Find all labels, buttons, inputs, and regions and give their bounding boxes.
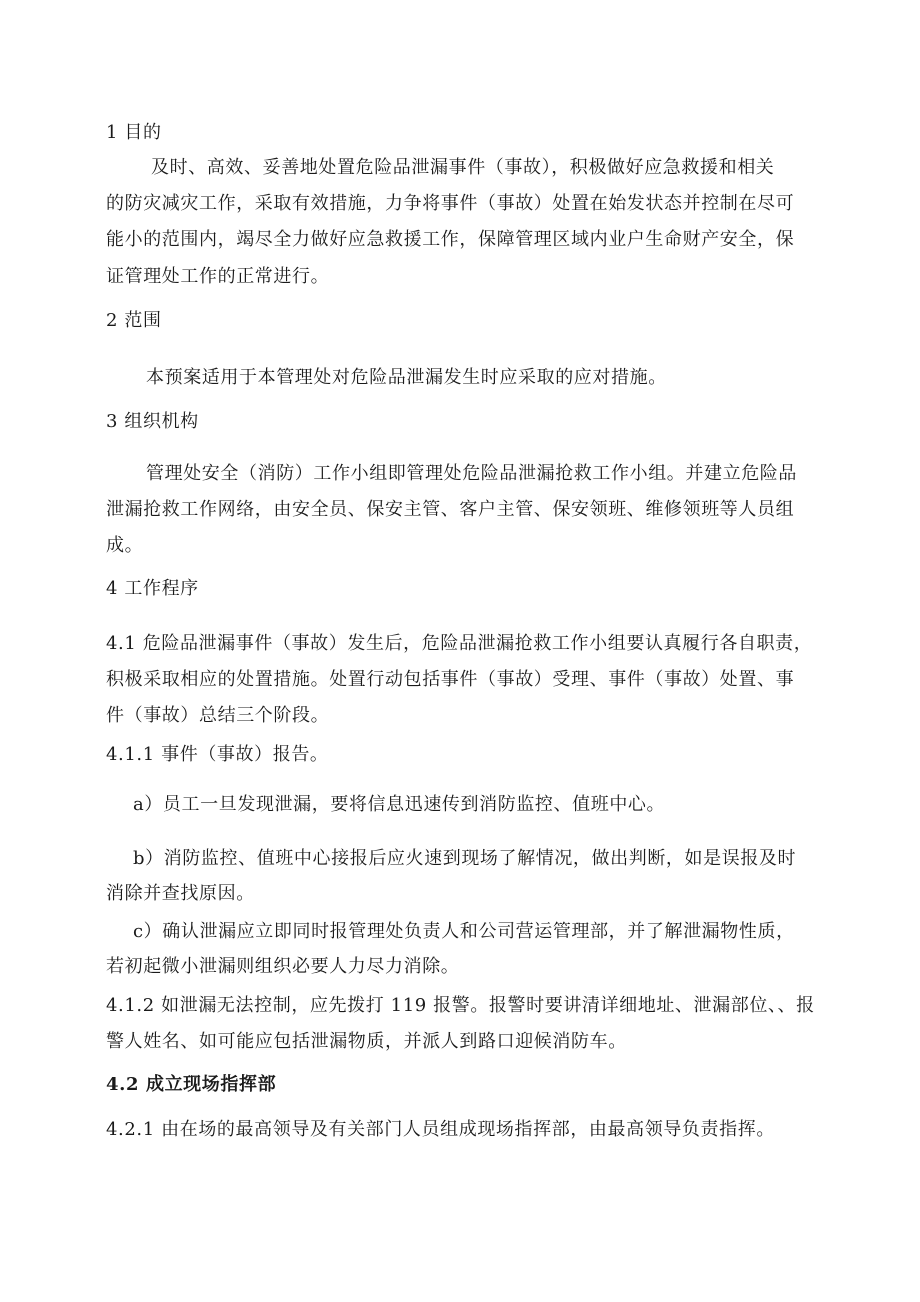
section-3-heading: 3 组织机构	[106, 411, 199, 432]
section-4-heading: 4 工作程序	[106, 578, 199, 599]
procedure-a-line-1: a）员工一旦发现泄漏，要将信息迅速传到消防监控、值班中心。	[133, 794, 666, 815]
procedure-4-1-line-2: 积极采取相应的处置措施。处置行动包括事件（事故）受理、事件（事故）处置、事	[106, 669, 795, 690]
purpose-line-4: 证管理处工作的正常进行。	[106, 266, 330, 287]
organization-line-3: 成。	[106, 535, 144, 556]
procedure-b-line-2: 消除并查找原因。	[106, 883, 255, 904]
procedure-c-line-2: 若初起微小泄漏则组织必要人力尽力消除。	[106, 956, 460, 977]
scope-line-1: 本预案适用于本管理处对危险品泄漏发生时应采取的应对措施。	[146, 367, 667, 388]
purpose-line-3: 能小的范围内，竭尽全力做好应急救援工作，保障管理区域内业户生命财产安全，保	[106, 229, 795, 250]
purpose-line-2: 的防灾减灾工作，采取有效措施，力争将事件（事故）处置在始发状态并控制在尽可	[106, 193, 795, 214]
procedure-b-line-1: b）消防监控、值班中心接报后应火速到现场了解情况，做出判断，如是误报及时	[133, 848, 797, 869]
section-4-2-heading: 4.2 成立现场指挥部	[106, 1074, 277, 1095]
organization-line-1: 管理处安全（消防）工作小组即管理处危险品泄漏抢救工作小组。并建立危险品	[146, 463, 797, 484]
procedure-c-line-1: c）确认泄漏应立即同时报管理处负责人和公司营运管理部，并了解泄漏物性质，	[133, 921, 795, 942]
procedure-4-1-1-heading: 4.1.1 事件（事故）报告。	[106, 744, 329, 765]
organization-line-2: 泄漏抢救工作网络，由安全员、保安主管、客户主管、保安领班、维修领班等人员组	[106, 499, 795, 520]
procedure-4-1-2-line-2: 警人姓名、如可能应包括泄漏物质，并派人到路口迎候消防车。	[106, 1031, 627, 1052]
procedure-4-2-1-line-1: 4.2.1 由在场的最高领导及有关部门人员组成现场指挥部，由最高领导负责指挥。	[106, 1119, 775, 1140]
purpose-line-1: 及时、高效、妥善地处置危险品泄漏事件（事故），积极做好应急救援和相关	[151, 157, 775, 178]
procedure-4-1-line-3: 件（事故）总结三个阶段。	[106, 705, 330, 726]
section-2-heading: 2 范围	[106, 310, 162, 331]
procedure-4-1-2-line-1: 4.1.2 如泄漏无法控制，应先拨打 119 报警。报警时要讲清详细地址、泄漏部位、、报	[106, 995, 815, 1016]
section-1-heading: 1 目的	[106, 122, 162, 143]
procedure-4-1-line-1: 4.1 危险品泄漏事件（事故）发生后，危险品泄漏抢救工作小组要认真履行各自职责，	[106, 633, 813, 654]
